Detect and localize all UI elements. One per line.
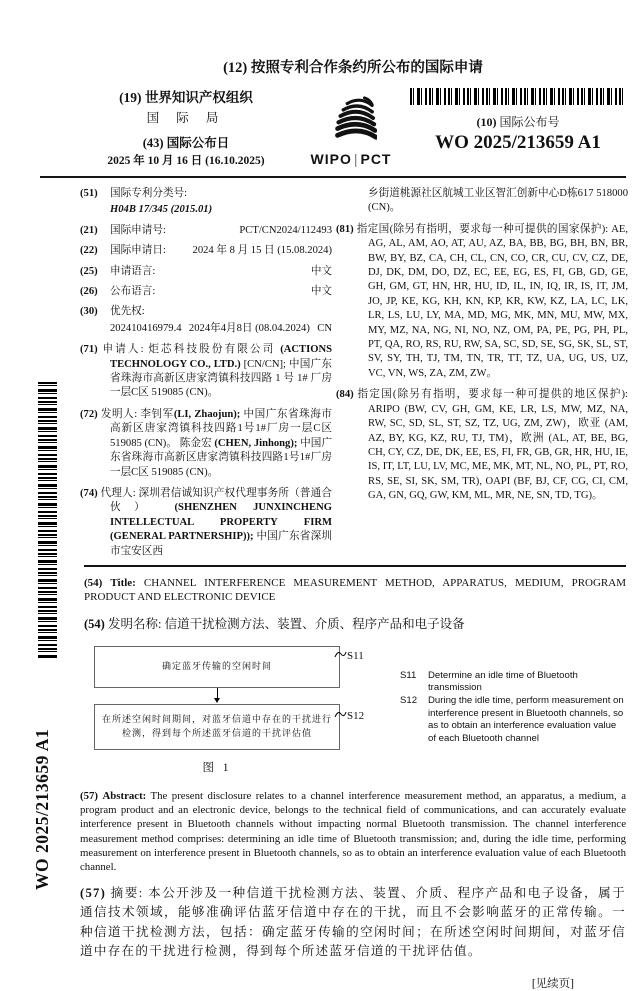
invention-title-zh: 信道干扰检测方法、装置、介质、程序产品和电子设备 <box>164 616 465 631</box>
inventor-1-address: 中国广东省珠海市高新区唐家湾镇科技四路1号1#厂房一层C区 519085 (CN)。 <box>110 408 333 449</box>
pct-wordmark: PCT <box>360 151 392 167</box>
inventor-1-name: 李钊军 <box>140 408 174 420</box>
designated-states-text: 指定国(除另有指明，要求每一种可提供的国家保护): AE, AG, AL, AM, AO, AT, AU, AZ, BA, BB, BG, BH, BN, BR, BW, BY, BZ, CA, CH, CL, CN, CO, CR, CU, CV, CZ, DE, DJ, DK, DM, DO, DZ, EC, EE, EG, ES, FI, GB, GD, GE, GH, GM, GT, HN, HR, HU, ID, IL, IN, IQ, IR, IS, IT, JM, JO, JP, KE, KG, KH, KN, KP, KR, KW, KZ, LA, LC, LK, LR, LS, LU, LY, MA, MD, MG, MK, MN, MU, MW, MX, MY, MZ, NA, NG, NI, NO, NZ, OM, PA, PE, PG, PH, PL, PT, QA, RO, RS, RU, RW, SA, SC, SD, SE, SG, SK, SL, ST, SV, SY, TH, TJ, TM, TN, TR, TT, TZ, UA, UG, US, UZ, VC, VN, WS, ZA, ZM, ZW。 <box>356 223 629 379</box>
flow-arrow-icon <box>94 688 340 704</box>
field-57-en-label: Abstract: <box>102 789 147 802</box>
header-divider <box>40 176 626 178</box>
agent-address-start: 中国广东省深圳市宝安区西 <box>110 531 333 557</box>
field-71-label: 申请人: <box>102 344 144 356</box>
field-71-number: (71) <box>80 344 98 356</box>
field-81-number: (81) <box>336 223 354 235</box>
priority-country: CN <box>317 322 332 334</box>
field-84-regional-protection <box>336 388 628 503</box>
priority-application-number: 202410416979.4 <box>110 322 182 334</box>
pubdate-label: 国际公布日 <box>166 136 230 150</box>
field-25-label: 申请语言: <box>110 265 156 277</box>
field-72-number: (72) <box>80 408 98 420</box>
pct-publication-heading <box>80 0 626 77</box>
field-54-en-number: (54) <box>84 576 103 589</box>
agent-name-latin: (SHENZHEN JUNXINCHENG INTELLECTUAL PROPERTY FIRM (GENERAL PARTNERSHIP)); <box>110 502 333 543</box>
field-57-en-number: (57) <box>80 789 98 802</box>
field-12-text: 按照专利合作条约所公布的国际申请 <box>250 60 483 76</box>
wordmark-separator: | <box>353 151 359 167</box>
field-25-number: (25) <box>80 265 98 277</box>
squiggle-connector-icon <box>334 708 347 719</box>
legend-key-s11: S11 <box>400 669 417 681</box>
abstract-zh-text: 本公开涉及一种信道干扰检测方法、装置、介质、程序产品和电子设备，属于通信技术领域，能够准确评估蓝牙信道中存在的干扰，而且不会影响蓝牙的正常传输。一种信道干扰检测方法，包括：确定蓝牙传输的空闲时间；在所述空闲时间期间，对蓝牙信道中存在的干扰进行检测，得到每个所述蓝牙信道的干扰评估值。 <box>80 886 626 958</box>
field-74-label: 代理人: <box>100 487 136 499</box>
agent-name: 深圳君信诚知识产权代理事务所（普通合伙） <box>110 487 332 514</box>
field-51-number: (51) <box>80 188 98 199</box>
field-10-number: (10) <box>476 115 497 129</box>
pubdate-label-line <box>80 133 292 151</box>
publication-number-block <box>410 86 626 154</box>
continued-on-next-page: [见续页] <box>531 977 574 990</box>
squiggle-connector-icon <box>334 648 347 659</box>
applicant-name: 炬芯科技股份有限公司 <box>148 344 276 356</box>
field-22-number: (22) <box>80 245 98 257</box>
field-72-label: 发明人: <box>100 408 138 420</box>
field-81-designated-states <box>336 223 628 381</box>
field-57-zh-label: 摘要: <box>110 886 144 901</box>
pubdate-value: 2025 年 10 月 16 日 (16.10.2025) <box>107 155 265 167</box>
field-30-number: (30) <box>80 306 98 318</box>
flowchart-step-2-box: 在所述空闲时间期间，对蓝牙信道中存在的干扰进行检测，得到每个所述蓝牙信道的干扰评估值 <box>94 704 340 750</box>
applicant-name-latin: (ACTIONS TECHNOLOGY CO., LTD.) <box>110 344 333 370</box>
field-21-number: (21) <box>80 224 98 236</box>
filing-language: 中文 <box>310 265 332 277</box>
legend-row <box>400 695 626 746</box>
top-barcode <box>410 88 626 105</box>
field-19-number: (19) <box>119 90 142 105</box>
field-72-inventors <box>80 408 332 480</box>
pubnum-label: 国际公布号 <box>499 115 560 129</box>
side-barcode <box>38 382 57 659</box>
pubnum-label-line <box>410 113 626 130</box>
field-74-agent <box>80 487 332 559</box>
figure-legend <box>400 670 626 777</box>
legend-row <box>400 670 626 695</box>
field-22-label: 国际申请日: <box>110 245 166 257</box>
flowchart-step-1-box: 确定蓝牙传输的空闲时间 <box>94 646 340 688</box>
application-number: PCT/CN2024/112493 <box>239 224 332 236</box>
field-26-number: (26) <box>80 286 98 298</box>
field-74-number: (74) <box>80 487 98 499</box>
field-84-number: (84) <box>336 389 354 401</box>
biblio-right-column <box>336 187 628 559</box>
field-26-row <box>80 285 332 299</box>
field-30-row <box>80 305 332 319</box>
inventor-2-name: 陈金宏 <box>179 437 212 449</box>
field-57-zh-number: (57) <box>80 886 107 901</box>
step-2-reference-label <box>334 708 364 725</box>
figure-section <box>80 646 626 777</box>
inventor-2-name-latin: (CHEN, Jinhong); <box>214 437 298 449</box>
invention-title-en: CHANNEL INTERFERENCE MEASUREMENT METHOD, APPARATUS, MEDIUM, PROGRAM PRODUCT AND ELECTRONIC DEVICE <box>84 576 626 604</box>
publication-language: 中文 <box>310 286 332 298</box>
title-english <box>80 576 626 605</box>
abstract-en-text: The present disclosure relates to a channel interference measurement method, an apparatus, a medium, a program product and an electronic device, belongs to the technical field of communications, and can accurately evaluate interference present in Bluetooth channels without impacting normal Bluetooth transmission. The channel interference measurement method comprises: determining an idle time of Bluetooth transmission; and, during the idle time, performing measurement on interference present in Bluetooth channels, so as to obtain an interference evaluation value of each Bluetooth channel. <box>80 789 626 874</box>
wipo-logo-block <box>292 86 410 167</box>
inventor-1-name-latin: (LI, Zhaojun); <box>173 408 241 420</box>
patent-front-page <box>80 0 629 991</box>
wipo-globe-icon <box>325 131 377 148</box>
field-12-number: (12) <box>223 60 248 76</box>
legend-text-s11: Determine an idle time of Bluetooth transmission <box>428 669 578 694</box>
org-bureau: 国 际 局 <box>146 111 226 125</box>
field-71-applicant <box>80 343 332 401</box>
field-54-zh-label: 发明名称: <box>107 616 162 631</box>
header-row <box>80 86 626 168</box>
body-divider <box>84 565 626 567</box>
ipc-classification: H04B 17/345 (2015.01) <box>110 204 213 216</box>
wipo-wordmark: WIPO <box>310 151 352 167</box>
sidebar-publication-number: WO 2025/213659 A1 <box>32 728 52 890</box>
field-43-number: (43) <box>142 136 164 150</box>
legend-key-s12: S12 <box>400 694 418 706</box>
org-name: 世界知识产权组织 <box>144 90 253 105</box>
field-25-row <box>80 265 332 279</box>
step-2-label-text: S12 <box>347 709 365 722</box>
field-21-label: 国际申请号: <box>110 224 166 236</box>
agent-address-continuation: 乡街道桃源社区航城工业区智汇创新中心D栋617 518000 (CN)。 <box>368 188 628 214</box>
figure-caption: 图 1 <box>202 761 232 774</box>
field-21-row <box>80 224 332 238</box>
wipo-org-block <box>80 86 292 168</box>
applicant-address: [CN/CN]; 中国广东省珠海市高新区唐家湾镇科技四路 1 号 1# 厂房一层C区 519085 (CN)。 <box>110 358 332 399</box>
step-1-reference-label <box>334 648 364 665</box>
field-30-label: 优先权: <box>110 306 145 318</box>
title-chinese <box>80 614 626 632</box>
inventor-2-address: 中国广东省珠海市高新区唐家湾镇科技四路1号1#厂房一层C区 519085 (CN)。 <box>110 437 333 478</box>
field-54-en-label: Title: <box>110 576 136 589</box>
biblio-left-column <box>80 187 332 559</box>
regional-protection-text: 指定国(除另有指明，要求每一种可提供的地区保护): ARIPO (BW, CV, GH, GM, KE, LR, LS, MW, MZ, NA, RW, SC, SD, SL, ST, SZ, TZ, UG, ZM, ZW)，欧亚 (AM, AZ, BY, KG, KZ, RU, TJ, TM)，欧洲 (AL, AT, BE, BG, CH, CY, CZ, DE, DK, EE, ES, FI, FR, GB, GR, HR, HU, IE, IS, IT, LT, LU, LV, MC, ME, MK, MT, NL, NO, PL, PT, RO, RS, SE, SI, SK, SM, TR), OAPI (BF, BJ, CF, CG, CI, CM, GA, GN, GQ, GW, KM, ML, MR, NE, SN, TD, TG)。 <box>357 389 628 502</box>
legend-text-s12: During the idle time, perform measurement on interference present in Bluetooth channels, so as to obtain an interference evaluation value of each Bluetooth channel <box>428 694 624 744</box>
step-1-label-text: S11 <box>347 649 364 662</box>
filing-date: 2024 年 8 月 15 日 (15.08.2024) <box>192 245 332 257</box>
publication-number: WO 2025/213659 A1 <box>435 132 601 153</box>
org-name-line <box>80 86 292 106</box>
bibliographic-columns <box>80 187 629 559</box>
field-51-row <box>80 187 332 201</box>
field-22-row <box>80 244 332 258</box>
field-26-label: 公布语言: <box>110 286 156 298</box>
priority-date: 2024年4月8日 (08.04.2024) <box>188 322 310 334</box>
priority-data-row <box>80 322 332 336</box>
abstract-english <box>80 789 626 875</box>
field-51-label: 国际专利分类号: <box>110 188 188 199</box>
figure-1-flowchart <box>80 646 392 777</box>
field-54-zh-number: (54) <box>84 616 105 631</box>
abstract-chinese <box>80 884 626 961</box>
wipo-pct-wordmark <box>292 151 410 167</box>
